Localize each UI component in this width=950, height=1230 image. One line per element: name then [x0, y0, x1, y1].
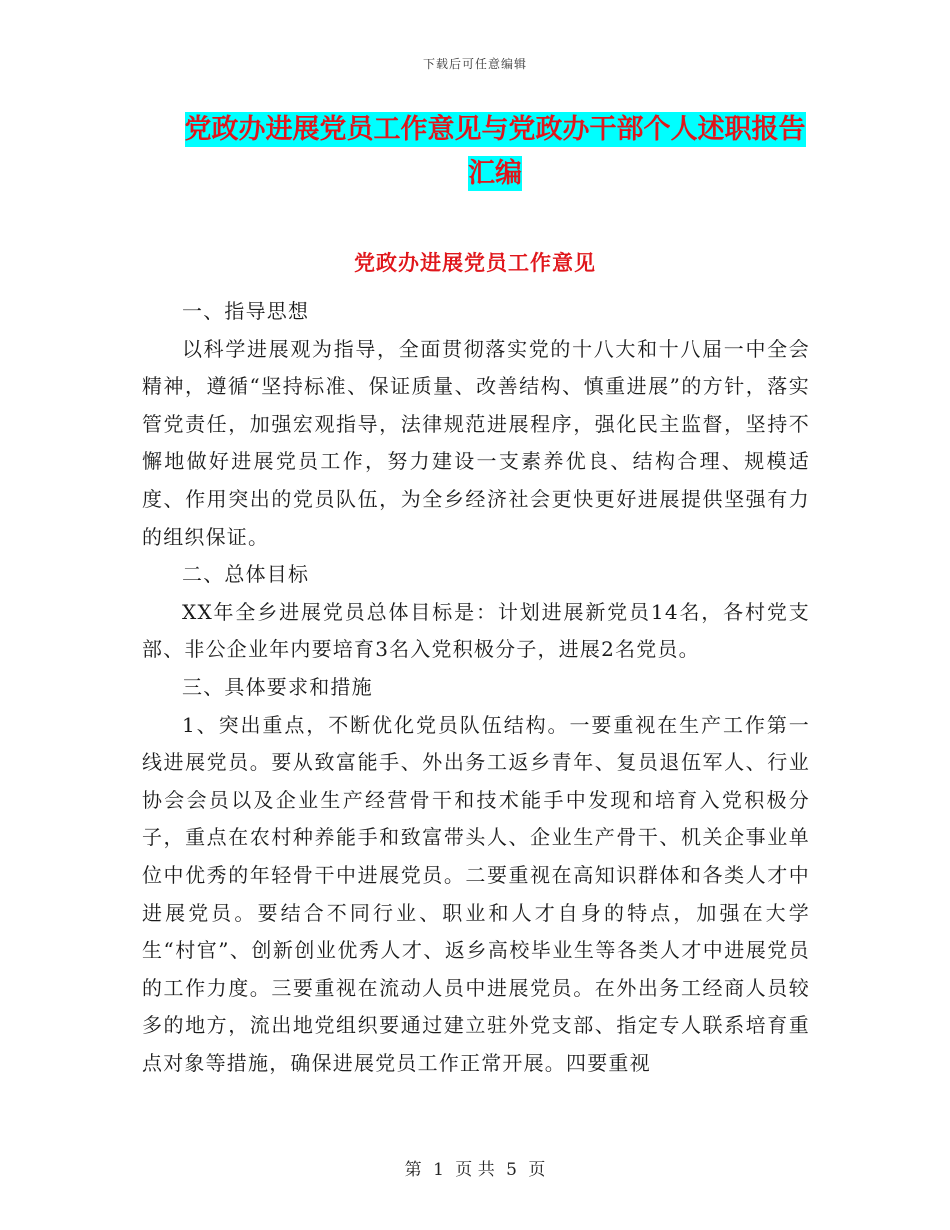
footer-suffix: 页: [528, 1160, 546, 1180]
heading-requirements: 三、具体要求和措施: [182, 674, 373, 699]
title-line-1: 党政办进展党员工作意见与党政办干部个人述职报告: [184, 114, 806, 145]
document-title: [150, 108, 840, 196]
document-body: [142, 293, 810, 1082]
paragraph-guiding-ideology: 以科学进展观为指导，全面贯彻落实党的十八大和十八届一中全会精神，遵循“坚持标准、保证质量、改善结构、慎重进展”的方针，落实管党责任，加强宏观指导，法律规范进展程序，强化民主监督，坚持不懈地做好进展党员工作，努力建设一支素养优良、结构合理、规模适度、作用突出的党员队伍，为全乡经济社会更快更好进展提供坚强有力的组织保证。: [142, 336, 810, 549]
page-footer: [0, 1155, 950, 1180]
footer-middle: 页 共: [455, 1160, 495, 1180]
footer-total-pages: 5: [506, 1160, 517, 1180]
paragraph-requirements-1: 1、突出重点，不断优化党员队伍结构。一要重视在生产工作第一线进展党员。要从致富能手、外出务工返乡青年、复员退伍军人、行业协会会员以及企业生产经营骨干和技术能手中发现和培育入党积极分子，重点在农村种养能手和致富带头人、企业生产骨干、机关企事业单位中优秀的年轻骨干中进展党员。二要重视在高知识群体和各类人才中进展党员。要结合不同行业、职业和人才自身的特点，加强在大学生“村官”、创新创业优秀人才、返乡高校毕业生等各类人才中进展党员的工作力度。三要重视在流动人员中进展党员。在外出务工经商人员较多的地方，流出地党组织要通过建立驻外党支部、指定专人联系培育重点对象等措施，确保进展党员工作正常开展。四要重视: [142, 712, 810, 1075]
heading-guiding-ideology: 一、指导思想: [182, 299, 310, 323]
header-note: 下载后可任意编辑: [422, 57, 527, 71]
title-line-2: 汇编: [468, 158, 522, 189]
section-title: 党政办进展党员工作意见: [354, 250, 596, 275]
footer-page-number: 1: [433, 1160, 444, 1180]
footer-prefix: 第: [404, 1160, 422, 1180]
paragraph-overall-goal: XX年全乡进展党员总体目标是：计划进展新党员14名，各村党支部、非公企业年内要培育3名入党积极分子，进展2名党员。: [142, 599, 810, 662]
heading-overall-goal: 二、总体目标: [182, 562, 310, 587]
